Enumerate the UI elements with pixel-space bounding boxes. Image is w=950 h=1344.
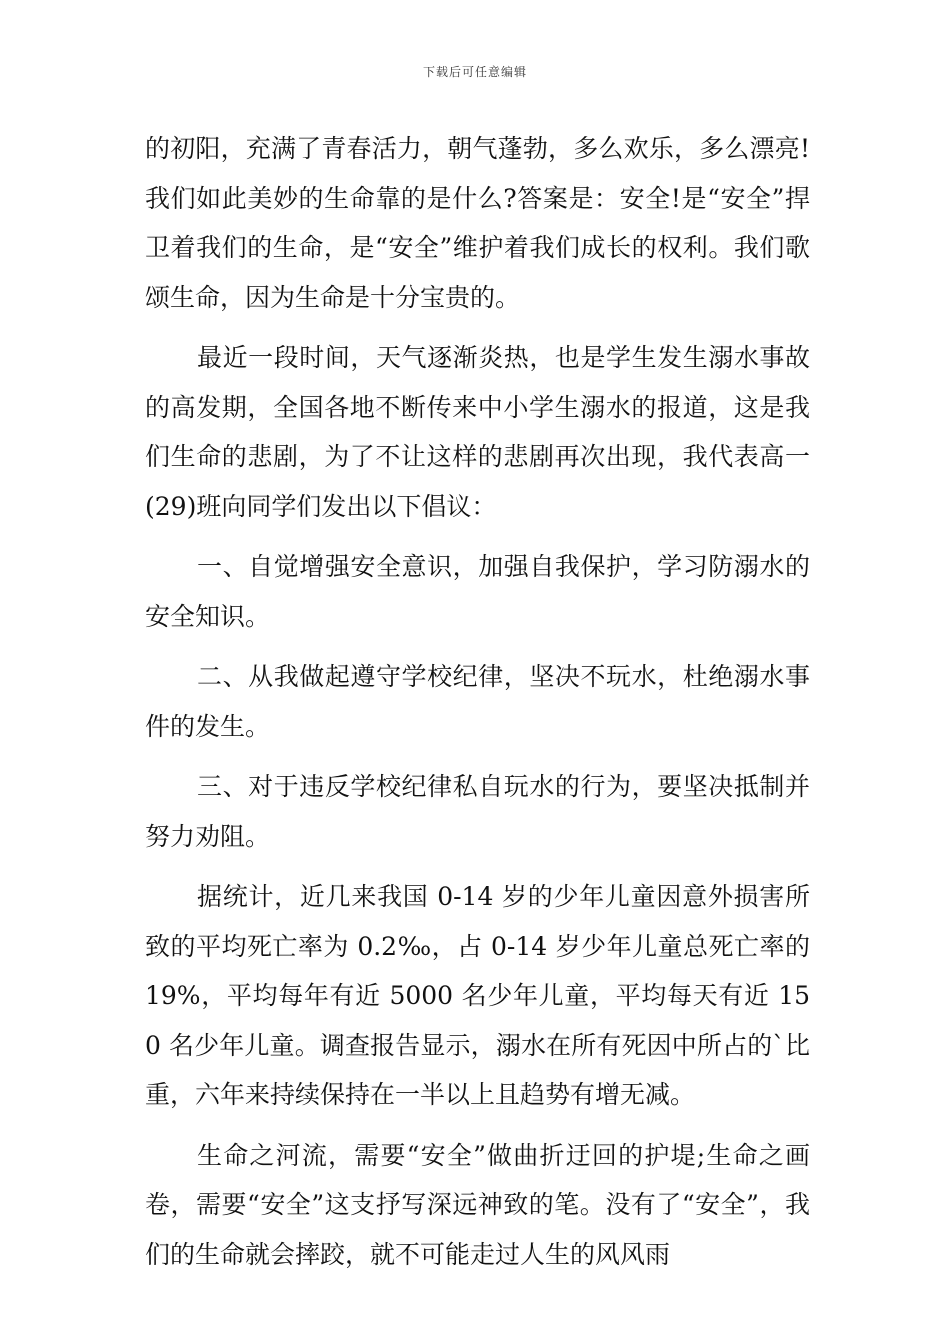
paragraph-1: 的初阳，充满了青春活力，朝气蓬勃，多么欢乐，多么漂亮!我们如此美妙的生命靠的是什么?答案是：安全!是“安全”捍卫着我们的生命，是“安全”维护着我们成长的权利。我们歌颂生命，因为生命是十分宝贵的。 bbox=[145, 134, 810, 312]
paragraph-3: 一、自觉增强安全意识，加强自我保护，学习防溺水的安全知识。 bbox=[145, 552, 810, 631]
paragraph-6: 据统计，近几来我国 0-14 岁的少年儿童因意外损害所致的平均死亡率为 0.2‰，占 0-14 岁少年儿童总死亡率的19%，平均每年有近 5000 名少年儿童，平均每天有近 150 名少年儿童。调查报告显示，溺水在所有死因中所占的`比重，六年来持续保持在一半以上且趋势有增无减。 bbox=[145, 882, 810, 1109]
document-body bbox=[145, 124, 810, 1290]
paragraph-2: 最近一段时间，天气逐渐炎热，也是学生发生溺水事故的高发期，全国各地不断传来中小学生溺水的报道，这是我们生命的悲剧，为了不让这样的悲剧再次出现，我代表高一(29)班向同学们发出以下倡议： bbox=[145, 343, 810, 521]
paragraph-7: 生命之河流，需要“安全”做曲折迂回的护堤;生命之画卷，需要“安全”这支抒写深远神致的笔。没有了“安全”，我们的生命就会摔跤，就不可能走过人生的风风雨 bbox=[145, 1140, 810, 1269]
page-header-note: 下载后可任意编辑 bbox=[422, 65, 527, 79]
paragraph-5: 三、对于违反学校纪律私自玩水的行为，要坚决抵制并努力劝阻。 bbox=[145, 772, 810, 851]
paragraph-4: 二、从我做起遵守学校纪律，坚决不玩水，杜绝溺水事件的发生。 bbox=[145, 662, 810, 741]
